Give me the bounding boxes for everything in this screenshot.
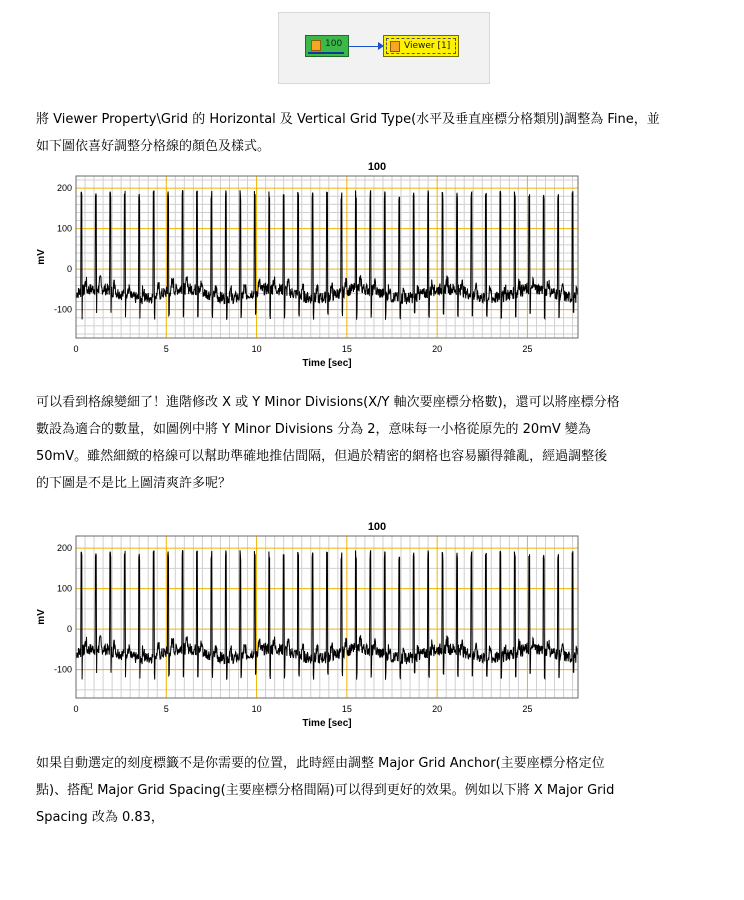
paragraph-line: 如下圖依喜好調整分格線的顏色及樣式。 <box>36 139 271 154</box>
y-axis-label: mV <box>36 249 47 265</box>
y-tick-label: 0 <box>66 264 72 275</box>
x-axis-label: Time [sec] <box>302 358 352 368</box>
ecg-chart-fine-grid <box>30 158 586 368</box>
chart-svg <box>30 158 586 368</box>
paragraph-line: 如果自動選定的刻度標籤不是你需要的位置，此時經由調整 Major Grid Anchor(主要座標分格定位 <box>36 756 605 771</box>
flow-diagram <box>278 12 490 84</box>
x-tick-label: 15 <box>341 704 352 714</box>
y-tick-label: -100 <box>53 304 72 315</box>
viewer-icon <box>390 41 400 52</box>
x-tick-label: 0 <box>73 344 79 354</box>
x-tick-label: 0 <box>73 704 79 714</box>
viewer-node[interactable] <box>383 35 459 57</box>
paragraph-major-grid <box>36 750 728 831</box>
paragraph-line: 將 Viewer Property\Grid 的 Horizontal 及 Vertical Grid Type(水平及垂直座標分格類別)調整為 Fine，並 <box>36 112 660 127</box>
x-tick-label: 5 <box>163 704 169 714</box>
x-tick-label: 10 <box>251 344 262 354</box>
x-tick-label: 20 <box>432 344 443 354</box>
y-tick-label: 200 <box>56 183 72 194</box>
y-tick-label: 200 <box>56 543 72 554</box>
paragraph-line: 50mV。雖然細緻的格線可以幫助準確地推估間隔，但過於精密的網格也容易顯得雜亂，經過調整後 <box>36 449 608 464</box>
y-tick-label: 100 <box>56 583 72 594</box>
chart-title: 100 <box>367 161 387 173</box>
y-tick-label: 100 <box>56 223 72 234</box>
viewer-label: Viewer [1] <box>404 41 451 51</box>
y-tick-label: -100 <box>53 664 72 675</box>
x-tick-label: 20 <box>432 704 443 714</box>
chart-svg <box>30 518 586 728</box>
paragraph-line: 數設為適合的數量，如圖例中將 Y Minor Divisions 分為 2，意味每一小格從原先的 20mV 變為 <box>36 422 591 437</box>
source-module-node[interactable] <box>305 35 349 57</box>
y-axis-label: mV <box>36 609 47 625</box>
chart-title: 100 <box>367 521 387 533</box>
paragraph-line: 可以看到格線變細了！進階修改 X 或 Y Minor Divisions(X/Y 軸次要座標分格數)，還可以將座標分格 <box>36 395 620 410</box>
y-tick-label: 0 <box>66 624 72 635</box>
paragraph-grid-type <box>36 106 728 160</box>
paragraph-line: 的下圖是不是比上圖清爽許多呢？ <box>36 476 232 491</box>
ecg-chart-adjusted-grid <box>30 518 586 728</box>
paragraph-line: 點)、搭配 Major Grid Spacing(主要座標分格間隔)可以得到更好的效果。例如以下將 X Major Grid <box>36 783 615 798</box>
x-tick-label: 25 <box>522 344 533 354</box>
connection-line <box>349 46 379 47</box>
x-axis-label: Time [sec] <box>302 718 352 728</box>
x-tick-label: 15 <box>341 344 352 354</box>
paragraph-line: Spacing 改為 0.83， <box>36 810 164 825</box>
x-tick-label: 10 <box>251 704 262 714</box>
paragraph-minor-divisions <box>36 389 728 497</box>
x-tick-label: 5 <box>163 344 169 354</box>
x-tick-label: 25 <box>522 704 533 714</box>
module-underline <box>308 52 344 54</box>
module-icon <box>311 40 321 51</box>
source-module-label: 100 <box>325 39 343 49</box>
